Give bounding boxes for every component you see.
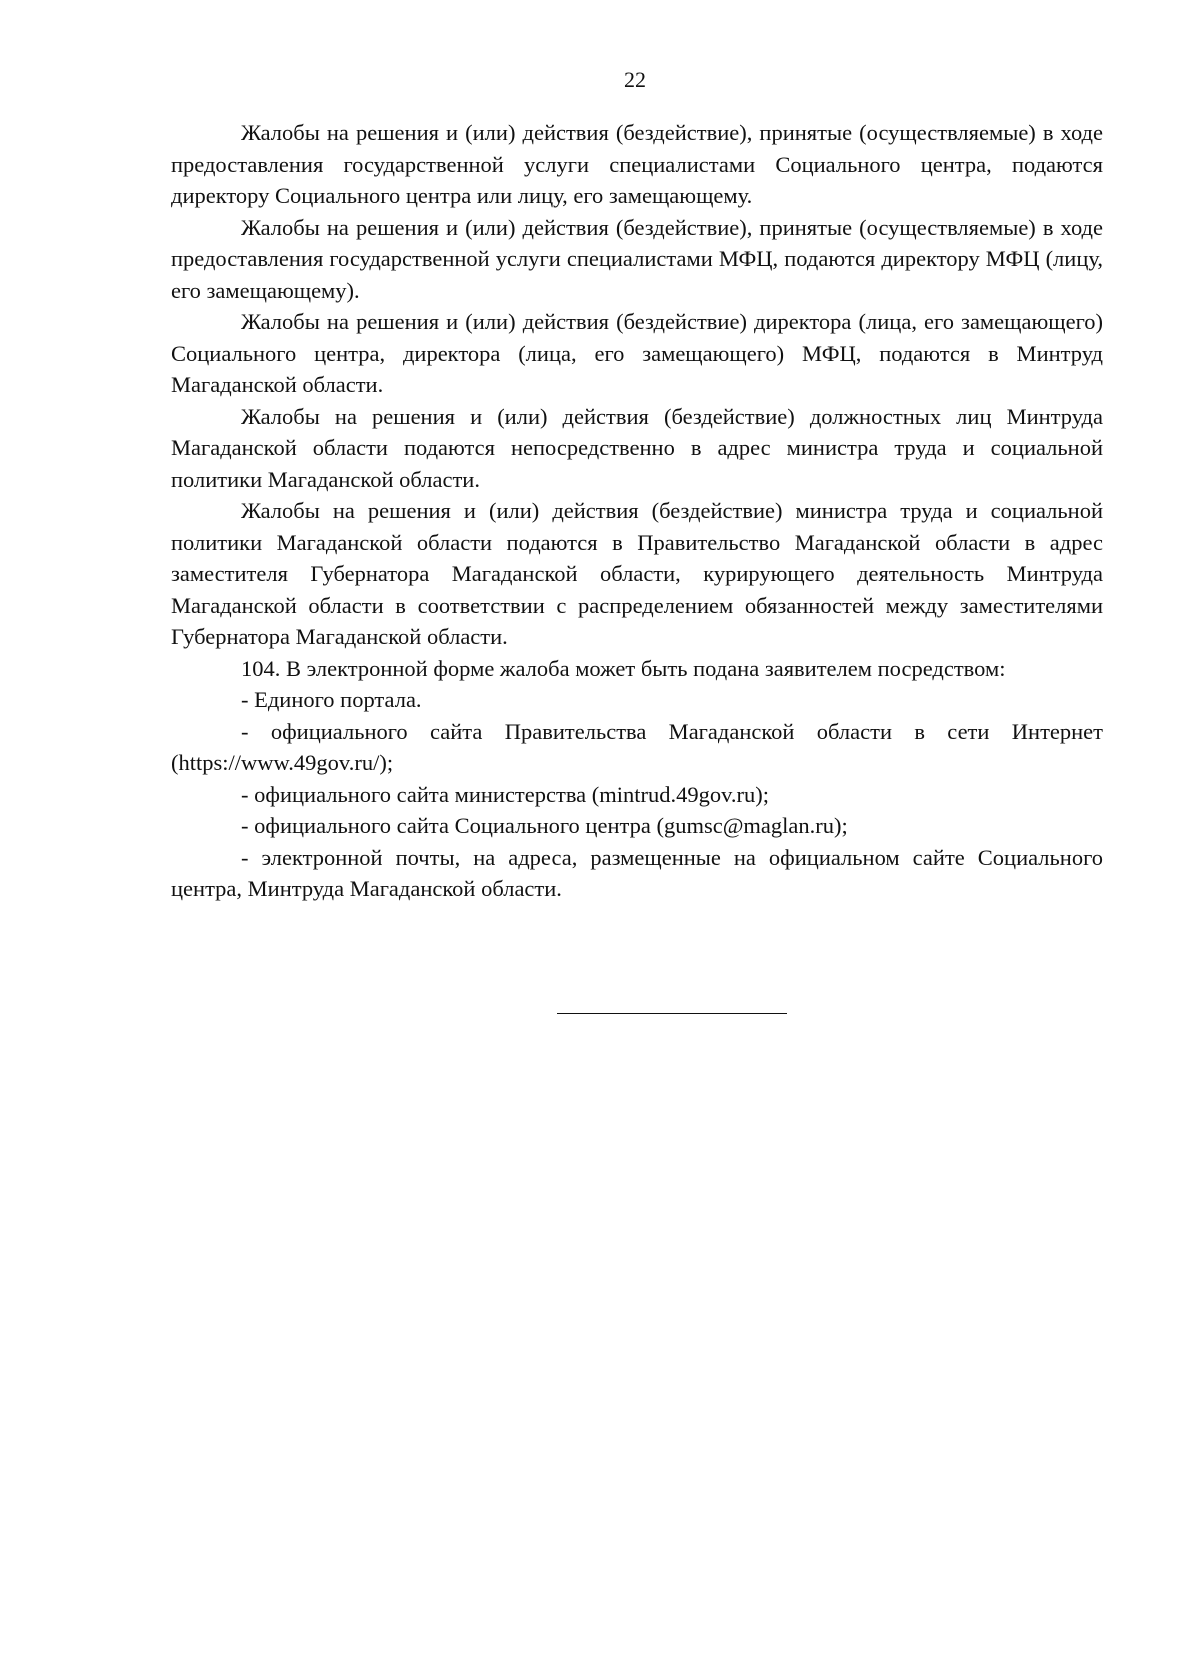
list-item-ministry-site: - официального сайта министерства (mintrud.49gov.ru); xyxy=(241,781,770,807)
paragraph-complaints-mfc-staff: Жалобы на решения и (или) действия (бездействие), принятые (осуществляемые) в ходе предоставления государственной услуги специалистами МФЦ, подаются директору МФЦ (лицу, его замещающему). xyxy=(171,214,1103,303)
list-item-unified-portal: - Единого портала. xyxy=(241,687,422,712)
page-number: 22 xyxy=(624,67,646,92)
paragraph-complaints-directors: Жалобы на решения и (или) действия (бездействие) директора (лица, его замещающего) Социального центра, директора (лица, его замещающего) МФЦ, подаются в Минтруд Магаданской области. xyxy=(171,309,1103,397)
paragraph-104-electronic-form: 104. В электронной форме жалоба может быть подана заявителем посредством: xyxy=(241,655,1006,681)
list-item-government-site: - официального сайта Правительства Магаданской области в сети Интернет (https://www.49gov.ru/); xyxy=(171,718,1103,775)
paragraph-complaints-mintrud-officials: Жалобы на решения и (или) действия (бездействие) должностных лиц Минтруда Магаданской области подаются непосредственно в адрес министра труда и социальной политики Магаданской области. xyxy=(171,403,1103,492)
list-item-social-center-site: - официального сайта Социального центра (gumsc@maglan.ru); xyxy=(241,813,848,838)
paragraph-complaints-social-center-staff: Жалобы на решения и (или) действия (бездействие), принятые (осуществляемые) в ходе предоставления государственной услуги специалистами Социального центра, подаются директору Социального центра или лицу, его замещающему. xyxy=(171,120,1103,208)
document-body xyxy=(171,117,1103,905)
end-of-document-rule xyxy=(557,1013,787,1014)
paragraph-complaints-minister: Жалобы на решения и (или) действия (бездействие) министра труда и социальной политики Магаданской области подаются в Правительство Магаданской области в адрес заместителя Губернатора Магаданской области, курирующего деятельность Минтруда Магаданской области в соответствии с распределением обязанностей между заместителями Губернатора Магаданской области. xyxy=(171,498,1103,649)
list-item-email: - электронной почты, на адреса, размещенные на официальном сайте Социального центра, Минтруда Магаданской области. xyxy=(171,844,1103,901)
